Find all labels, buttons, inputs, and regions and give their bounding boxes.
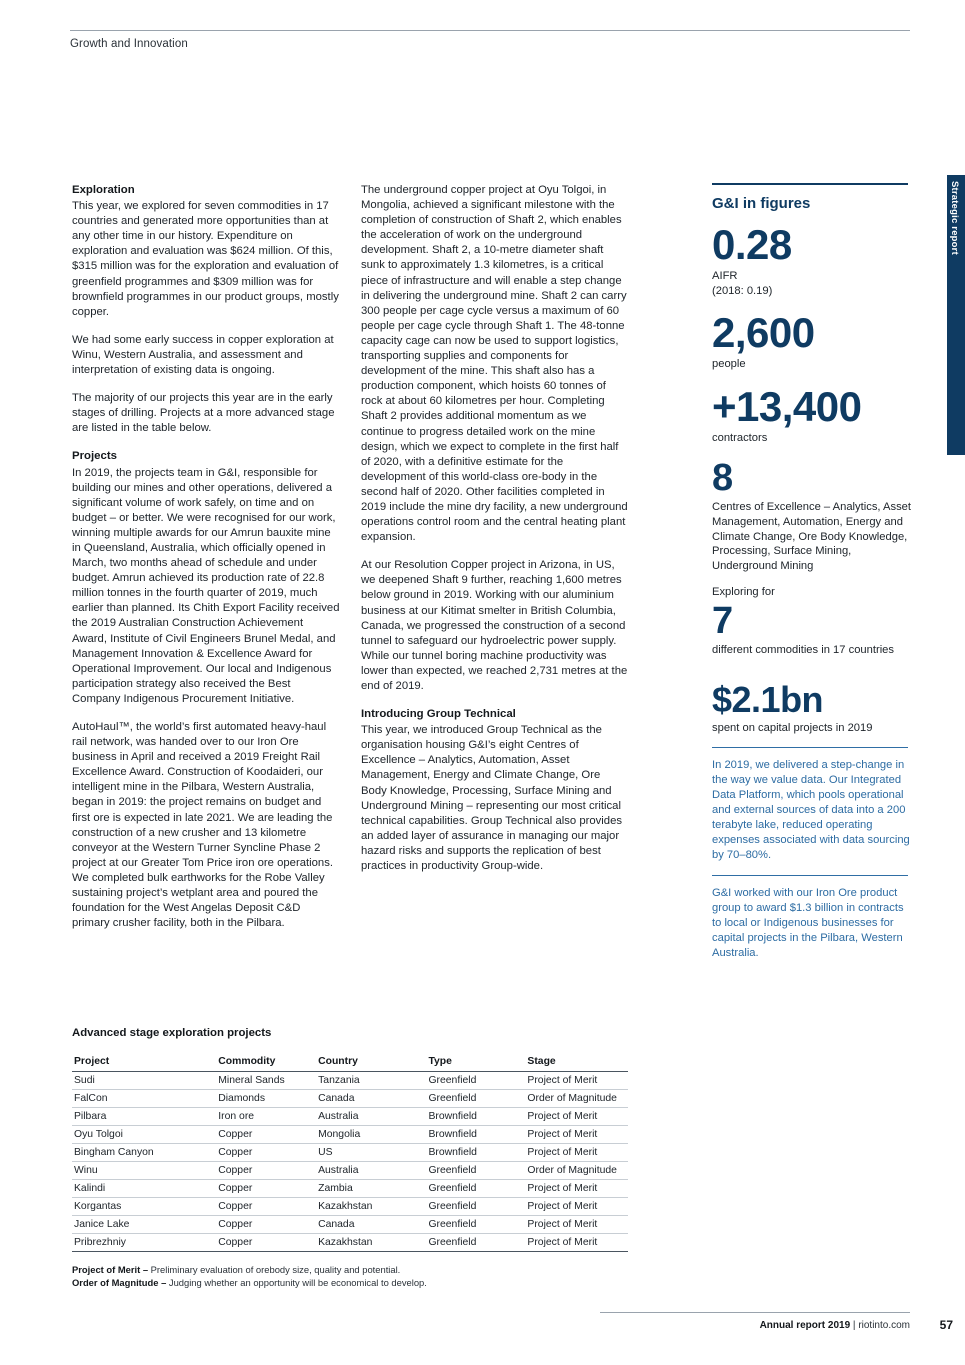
cell-type: Greenfield	[426, 1198, 525, 1216]
cell-project: Pilbara	[72, 1108, 216, 1126]
paragraph: AutoHaul™, the world’s first automated heavy-haul rail network, was handed over to our Iron Ore business in April and received a 2019 Freight Rail Excellence Award. Construction of Koodaideri, our intelligent mine in the Pilbara, Western Australia, began in 2019: the project remains on budget and first ore is expected in late 2021. We are leading the construction of a new crusher and 13 kilometre conveyor at the Western Turner Syncline Phase 2 project at our Greater Tom Price iron ore operations. We completed bulk earthworks for the Robe Valley sustaining project’s wetplant area and poured the foundation for the West Angelas Deposit C&D primary crusher facility, both in the Pilbara.	[72, 721, 333, 930]
commodities-value: 7	[712, 599, 733, 642]
cell-type: Brownfield	[426, 1144, 525, 1162]
column-header-stage: Stage	[525, 1053, 628, 1072]
figures-top-rule	[712, 183, 908, 185]
paragraph: The underground copper project at Oyu Tolgoi, in Mongolia, achieved a significant milestone with the completion of construction of Shaft 2, which enables the acceleration of work on the underground development. Shaft 2, a 10-metre diameter shaft sunk to approximately 1.3 kilometres, is a critical piece of infrastructure and will enable a step change in delivering the underground mine. Shaft 2 can carry 300 people per cage cycle versus a maximum of 60 people per cage cycle through Shaft 1. The 48-tonne capacity cage can now be used to support logistics, transporting supplies and components for development of the mine. This shaft also has a production component, which hoists 60 tonnes of rock at about 60 kilometres per hour. Completing Shaft 2 provides additional momentum as we continue to progress detailed work on the mine design, which we expect to complete in the first half of 2020, with a definitive estimate for the development of this world-class ore-body in the second half of 2020. Other facilities completed in 2019 include the mine dry facility, a new underground operations control room and the central heating plant expansion.	[361, 184, 628, 544]
paragraph: This year, we introduced Group Technical as the organisation housing G&I’s eight Centres of Excellence – Analytics, Automation, Asset Management, Energy and Climate Change, Ore Body Knowledge, Processing, Surface Mining and Underground Mining – representing our most critical technical capabilities. Group Technical also provides an added layer of assurance in managing our major hazard risks and supports the replication of best practices in productivity Group-wide.	[361, 724, 623, 873]
figure-value: 8	[712, 457, 733, 500]
figure-value: 2,600	[712, 309, 815, 357]
advanced-exploration-table	[72, 1053, 628, 1252]
paragraph: At our Resolution Copper project in Arizona, in US, we deepened Shaft 9 further, reaching 1,600 metres below ground in 2019. Working with our aluminium business at our Kitimat smelter in British Columbia, Canada, we progressed the construction of a second tunnel to safeguard our hydroelectric power supply. While our tunnel boring machine productivity was lower than expected, we reached 2,731 metres at the end of 2019.	[361, 559, 628, 692]
figures-panel	[712, 183, 912, 961]
heading-projects: Projects	[72, 450, 117, 463]
table-row	[72, 1180, 628, 1198]
table-row	[72, 1198, 628, 1216]
highlight-text-2: G&I worked with our Iron Ore product group to award $1.3 billion in contracts to local or Indigenous businesses for capital projects in the Pilbara, Western Australia.	[712, 887, 904, 960]
cell-stage: Project of Merit	[525, 1072, 628, 1090]
cell-commodity: Diamonds	[216, 1090, 316, 1108]
figure-value: +13,400	[712, 382, 862, 430]
table-row	[72, 1126, 628, 1144]
footer-separator: |	[850, 1320, 859, 1331]
cell-project: Sudi	[72, 1072, 216, 1090]
cell-project: Korgantas	[72, 1198, 216, 1216]
cell-commodity: Copper	[216, 1216, 316, 1234]
paragraph: We had some early success in copper exploration at Winu, Western Australia, and assessment and interpretation of existing data is ongoing.	[72, 333, 334, 377]
table-row	[72, 1162, 628, 1180]
figure-label: contractors	[712, 431, 768, 444]
figure-item-aifr	[712, 222, 912, 298]
cell-stage: Project of Merit	[525, 1108, 628, 1126]
footnote-label: Project of Merit –	[72, 1264, 149, 1275]
header-divider	[70, 30, 910, 31]
cell-type: Greenfield	[426, 1216, 525, 1234]
figure-sub: (2018: 0.19)	[712, 284, 773, 297]
cell-country: Australia	[316, 1108, 426, 1126]
capital-spend-value: $2.1bn	[712, 678, 824, 720]
cell-stage: Project of Merit	[525, 1126, 628, 1144]
heading-exploration: Exploration	[72, 184, 135, 196]
cell-commodity: Copper	[216, 1234, 316, 1252]
cell-stage: Order of Magnitude	[525, 1162, 628, 1180]
cell-country: Kazakhstan	[316, 1198, 426, 1216]
table-row	[72, 1090, 628, 1108]
highlight-divider-1	[712, 747, 908, 748]
figures-title: G&I in figures	[712, 195, 811, 212]
table-row	[72, 1234, 628, 1252]
table-footnotes	[72, 1263, 427, 1289]
figure-value: 0.28	[712, 221, 792, 268]
cell-country: Kazakhstan	[316, 1234, 426, 1252]
cell-stage: Project of Merit	[525, 1216, 628, 1234]
cell-country: Tanzania	[316, 1072, 426, 1090]
text-column-left	[72, 183, 340, 944]
highlight-text-1: In 2019, we delivered a step-change in the way we value data. Our Integrated Data Platform, which pools operational and external sources of data into a 200 terabyte lake, reduced operating expenses associated with data sourcing by 70–80%.	[712, 759, 910, 862]
column-header-country: Country	[316, 1053, 426, 1072]
cell-stage: Project of Merit	[525, 1234, 628, 1252]
footer-website: riotinto.com	[858, 1320, 910, 1331]
cell-commodity: Copper	[216, 1180, 316, 1198]
cell-project: Bingham Canyon	[72, 1144, 216, 1162]
cell-country: US	[316, 1144, 426, 1162]
footnote-text: Judging whether an opportunity will be economical to develop.	[166, 1277, 427, 1288]
cell-project: FalCon	[72, 1090, 216, 1108]
table-row	[72, 1108, 628, 1126]
footer-divider	[600, 1312, 910, 1313]
cell-type: Brownfield	[426, 1108, 525, 1126]
cell-commodity: Copper	[216, 1198, 316, 1216]
cell-country: Australia	[316, 1162, 426, 1180]
section-title: Growth and Innovation	[70, 38, 188, 50]
figure-item-people	[712, 310, 912, 372]
table-title: Advanced stage exploration projects	[72, 1027, 272, 1039]
figure-label: AIFR	[712, 270, 738, 282]
cell-project: Winu	[72, 1162, 216, 1180]
cell-country: Canada	[316, 1216, 426, 1234]
side-tab-strategic-report	[947, 175, 965, 455]
cell-project: Oyu Tolgoi	[72, 1126, 216, 1144]
cell-stage: Order of Magnitude	[525, 1090, 628, 1108]
cell-country: Mongolia	[316, 1126, 426, 1144]
cell-type: Greenfield	[426, 1090, 525, 1108]
highlight-divider-2	[712, 875, 908, 876]
side-tab-label: Strategic report	[949, 181, 960, 255]
footnote-label: Order of Magnitude –	[72, 1277, 167, 1288]
cell-project: Janice Lake	[72, 1216, 216, 1234]
table-header-row	[72, 1053, 628, 1072]
commodities-label: different commodities in 17 countries	[712, 643, 894, 656]
figure-item-contractors	[712, 384, 912, 446]
cell-type: Brownfield	[426, 1126, 525, 1144]
cell-commodity: Copper	[216, 1126, 316, 1144]
paragraph: This year, we explored for seven commodities in 17 countries and generated more opportunities than at any other time in our history. Expenditure on exploration and evaluation was $624 million. Of this, $315 million was for the exploration and evaluation of greenfield programmes and $309 million was for brownfield programmes in our product groups, mostly copper.	[72, 200, 339, 318]
cell-type: Greenfield	[426, 1072, 525, 1090]
footnote-text: Preliminary evaluation of orebody size, quality and potential.	[148, 1264, 401, 1275]
table-row	[72, 1072, 628, 1090]
cell-stage: Project of Merit	[525, 1198, 628, 1216]
cell-commodity: Copper	[216, 1144, 316, 1162]
table-row	[72, 1216, 628, 1234]
footer-report-name: Annual report 2019	[759, 1320, 851, 1331]
column-header-project: Project	[72, 1053, 216, 1072]
figure-item-centres	[712, 457, 912, 573]
cell-type: Greenfield	[426, 1162, 525, 1180]
footer	[760, 1320, 910, 1331]
page-number: 57	[939, 1318, 953, 1332]
footnote-project-of-merit	[72, 1263, 427, 1276]
figure-label: Centres of Excellence – Analytics, Asset Management, Automation, Energy and Climate Change, Ore Body Knowledge, Processing, Surface Mining, Underground Mining	[712, 501, 911, 572]
capital-spend-label: spent on capital projects in 2019	[712, 721, 873, 734]
cell-country: Zambia	[316, 1180, 426, 1198]
paragraph: The majority of our projects this year are in the early stages of drilling. Projects at a more advanced stage are listed in the table below.	[72, 392, 335, 435]
cell-country: Canada	[316, 1090, 426, 1108]
figure-label: people	[712, 358, 746, 371]
table-row	[72, 1144, 628, 1162]
cell-project: Kalindi	[72, 1180, 216, 1198]
heading-group-technical: Introducing Group Technical	[361, 708, 516, 721]
cell-project: Pribrezhniy	[72, 1234, 216, 1252]
cell-stage: Project of Merit	[525, 1180, 628, 1198]
cell-commodity: Iron ore	[216, 1108, 316, 1126]
cell-stage: Project of Merit	[525, 1144, 628, 1162]
cell-commodity: Mineral Sands	[216, 1072, 316, 1090]
text-column-right	[361, 183, 629, 887]
cell-type: Greenfield	[426, 1234, 525, 1252]
cell-type: Greenfield	[426, 1180, 525, 1198]
column-header-type: Type	[426, 1053, 525, 1072]
paragraph: In 2019, the projects team in G&I, responsible for building our mines and other operations, delivered a significant volume of work safely, on time and on budget – or better. We were recognised for our work, winning multiple awards for our Amrun bauxite mine in Queensland, Australia, which officially opened in March, two months ahead of schedule and under budget. Amrun achieved its production rate of 22.8 million tonnes in the fourth quarter of 2019, much earlier than planned. Its Chith Export Facility received the 2019 Australian Construction Achievement Award, Institute of Civil Engineers Brunel Medal, and Management Innovation & Excellence Award for Operational Improvement. Our local and Indigenous participation strategy also received the Best Company Indigenous Procurement Initiative.	[72, 466, 340, 705]
exploring-for-note: Exploring for	[712, 586, 775, 599]
footnote-order-of-magnitude	[72, 1276, 427, 1289]
column-header-commodity: Commodity	[216, 1053, 316, 1072]
cell-commodity: Copper	[216, 1162, 316, 1180]
